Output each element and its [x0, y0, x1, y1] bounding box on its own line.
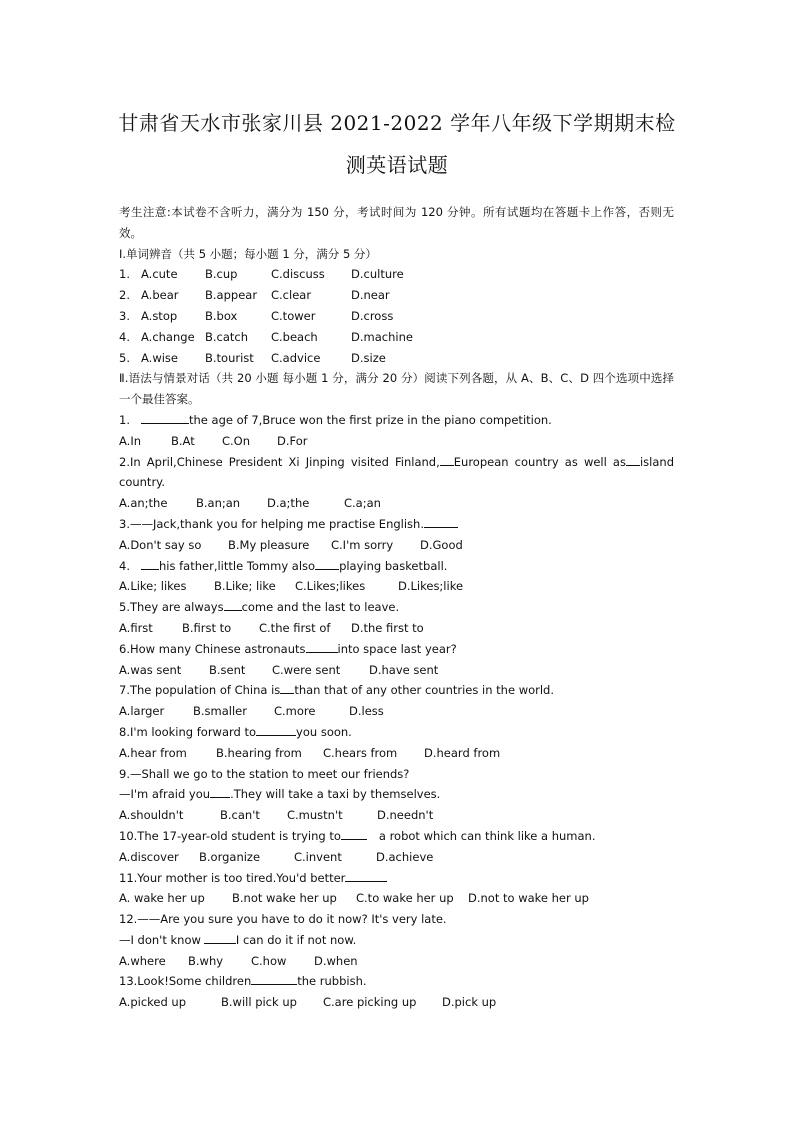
option-a: A.bear	[141, 288, 179, 303]
option-b: B.cup	[205, 267, 238, 282]
option-a: A.where	[119, 953, 166, 968]
option-b: B.tourist	[205, 350, 254, 365]
answer-blank	[345, 869, 387, 882]
phonetics-item	[119, 285, 674, 306]
question-number: 4.	[119, 558, 130, 573]
question-text: 13.Look!Some children	[119, 974, 252, 989]
question-2-options	[119, 493, 674, 514]
option-a: A.cute	[141, 267, 178, 282]
answer-blank	[224, 598, 242, 611]
option-c: C.a;an	[344, 496, 381, 511]
page-title-line2: 测英语试题	[345, 153, 449, 177]
option-c: C.to wake her up	[356, 891, 454, 906]
option-a: A.was sent	[119, 662, 182, 677]
option-b: B.not wake her up	[232, 891, 337, 906]
question-number: 1.	[119, 412, 130, 427]
option-a: A.an;the	[119, 496, 168, 511]
question-13-options	[119, 992, 674, 1013]
item-number: 5.	[119, 350, 130, 365]
question-10-options	[119, 847, 674, 868]
answer-blank	[341, 827, 367, 840]
option-d: D.machine	[351, 329, 413, 344]
option-a: A.larger	[119, 704, 165, 719]
question-13	[119, 971, 674, 992]
option-c: C.invent	[294, 849, 342, 864]
answer-blank	[210, 785, 230, 798]
question-text: the rubbish.	[297, 974, 367, 989]
option-c: C.more	[274, 704, 316, 719]
option-c: C.I'm sorry	[331, 537, 394, 552]
question-text: his father,little Tommy also	[159, 558, 316, 573]
option-d: D.size	[351, 350, 386, 365]
item-number: 4.	[119, 329, 130, 344]
option-a: A.shouldn't	[119, 808, 184, 823]
option-a: A.change	[141, 329, 195, 344]
option-c: C.clear	[271, 288, 312, 303]
answer-blank	[424, 515, 458, 528]
question-8-options	[119, 743, 674, 764]
question-12-reply	[119, 930, 674, 951]
option-a: A.discover	[119, 849, 179, 864]
option-d: D.heard from	[424, 745, 501, 760]
exam-content	[119, 202, 674, 1013]
option-a: A.hear from	[119, 745, 187, 760]
answer-blank	[280, 681, 294, 694]
option-b: B.can't	[220, 808, 260, 823]
question-4-options	[119, 576, 674, 597]
question-text: 6.How many Chinese astronauts	[119, 641, 306, 656]
question-text: I can do it if not now.	[235, 932, 357, 947]
option-a: A.Like; likes	[119, 579, 187, 594]
question-text: 3.——Jack,thank you for helping me practise English.	[119, 516, 424, 531]
question-1	[119, 410, 674, 431]
option-b: B.My pleasure	[228, 537, 310, 552]
option-d: D.less	[349, 704, 384, 719]
question-11-options	[119, 888, 674, 909]
option-b: B.sent	[209, 662, 246, 677]
option-d: D.Likes;like	[398, 579, 464, 594]
exam-notice: 考生注意:本试卷不含听力，满分为 150 分，考试时间为 120 分钟。所有试题均在答题卡上作答，否则无效。	[119, 205, 674, 240]
question-text: —I don't know	[119, 932, 201, 947]
question-text: you soon.	[296, 724, 352, 739]
option-d: D.the first to	[351, 620, 424, 635]
option-d: D.achieve	[376, 849, 434, 864]
option-a: A.Don't say so	[119, 537, 202, 552]
section1-heading: Ⅰ.单词辨音（共 5 小题；每小题 1 分，满分 5 分）	[119, 246, 377, 261]
option-b: B.hearing from	[216, 745, 302, 760]
question-9-options	[119, 805, 674, 826]
option-c: C.advice	[271, 350, 321, 365]
question-text: the age of 7,Bruce won the first prize in the piano competition.	[189, 412, 552, 427]
answer-blank	[141, 411, 189, 424]
question-text: 7.The population of China is	[119, 683, 281, 698]
answer-blank	[315, 557, 339, 570]
question-text: 10.The 17-year-old student is trying to	[119, 828, 341, 843]
question-7-options	[119, 701, 674, 722]
phonetics-item	[119, 264, 674, 285]
question-11	[119, 868, 674, 889]
option-b: B.box	[205, 308, 238, 323]
question-6	[119, 639, 674, 660]
question-8	[119, 722, 674, 743]
answer-blank	[306, 640, 338, 653]
option-c: C.Likes;likes	[295, 579, 366, 594]
answer-blank	[256, 723, 296, 736]
option-b: B.Like; like	[214, 579, 276, 594]
answer-blank	[440, 453, 454, 466]
answer-blank	[251, 972, 297, 985]
option-a: A. wake her up	[119, 891, 205, 906]
phonetics-item	[119, 348, 674, 369]
question-text: .They will take a taxi by themselves.	[230, 787, 441, 802]
phonetics-item	[119, 327, 674, 348]
option-c: C.mustn't	[287, 808, 343, 823]
option-b: B.catch	[205, 329, 249, 344]
option-a: A.picked up	[119, 995, 187, 1010]
page-title-line1: 甘肃省天水市张家川县 2021-2022 学年八年级下学期期末检	[118, 111, 676, 135]
option-d: D.have sent	[369, 662, 439, 677]
option-d: D.a;the	[267, 496, 310, 511]
item-number: 1.	[119, 267, 130, 282]
option-a: A.first	[119, 620, 153, 635]
option-c: C.discuss	[271, 267, 325, 282]
question-text: island country.	[119, 454, 675, 490]
question-6-options	[119, 660, 674, 681]
option-a: A.stop	[141, 308, 178, 323]
question-9: 9.—Shall we go to the station to meet our friends?	[119, 766, 410, 781]
option-b: B.smaller	[193, 704, 247, 719]
question-12-options	[119, 951, 674, 972]
option-c: C.are picking up	[323, 995, 417, 1010]
answer-blank	[204, 931, 236, 944]
option-a: A.wise	[141, 350, 178, 365]
question-4	[119, 556, 674, 577]
option-d: D.cross	[351, 308, 394, 323]
option-b: B.first to	[182, 620, 232, 635]
option-d: D.pick up	[442, 995, 497, 1010]
question-text: into space last year?	[337, 641, 457, 656]
option-b: B.why	[188, 953, 224, 968]
question-3-options	[119, 535, 674, 556]
question-12: 12.——Are you sure you have to do it now? It's very late.	[119, 912, 447, 927]
option-b: B.At	[171, 433, 195, 448]
question-text: 8.I'm looking forward to	[119, 724, 257, 739]
question-1-options	[119, 431, 674, 452]
question-text: come and the last to leave.	[241, 600, 400, 615]
option-c: C.hears from	[323, 745, 398, 760]
item-number: 2.	[119, 288, 130, 303]
question-text: 2.In April,Chinese President Xi Jinping visited Finland,	[119, 454, 440, 469]
option-b: B.will pick up	[221, 995, 297, 1010]
option-c: C.were sent	[272, 662, 341, 677]
question-text: European country as well as	[453, 454, 626, 469]
option-c: C.On	[222, 433, 251, 448]
option-d: D.Good	[420, 537, 463, 552]
option-d: D.when	[314, 953, 358, 968]
option-c: C.the first of	[259, 620, 331, 635]
item-number: 3.	[119, 308, 130, 323]
section2-heading: Ⅱ.语法与情景对话（共 20 小题 每小题 1 分，满分 20 分）阅读下列各题，从 A、B、C、D 四个选项中选择一个最佳答案。	[119, 371, 674, 407]
option-d: D.For	[277, 433, 308, 448]
question-text: —I'm afraid you	[119, 787, 211, 802]
question-text: playing basketball.	[339, 558, 448, 573]
option-b: B.an;an	[196, 496, 241, 511]
answer-blank	[626, 453, 640, 466]
option-d: D.near	[351, 288, 390, 303]
phonetics-item	[119, 306, 674, 327]
option-c: C.beach	[271, 329, 318, 344]
question-5-options	[119, 618, 674, 639]
option-a: A.In	[119, 433, 142, 448]
question-5	[119, 597, 674, 618]
option-c: C.tower	[271, 308, 316, 323]
option-c: C.how	[251, 953, 287, 968]
question-text: 11.Your mother is too tired.You'd better	[119, 870, 346, 885]
option-d: D.needn't	[377, 808, 434, 823]
question-7	[119, 680, 674, 701]
option-b: B.appear	[205, 288, 258, 303]
option-d: D.culture	[351, 267, 404, 282]
question-text: than that of any other countries in the world.	[294, 683, 555, 698]
question-text: 5.They are always	[119, 600, 224, 615]
option-b: B.organize	[199, 849, 261, 864]
question-9-reply	[119, 784, 674, 805]
question-10	[119, 826, 674, 847]
option-d: D.not to wake her up	[468, 891, 589, 906]
answer-blank	[141, 557, 159, 570]
question-text: a robot which can think like a human.	[378, 828, 596, 843]
question-3	[119, 514, 674, 535]
question-2	[119, 452, 674, 494]
